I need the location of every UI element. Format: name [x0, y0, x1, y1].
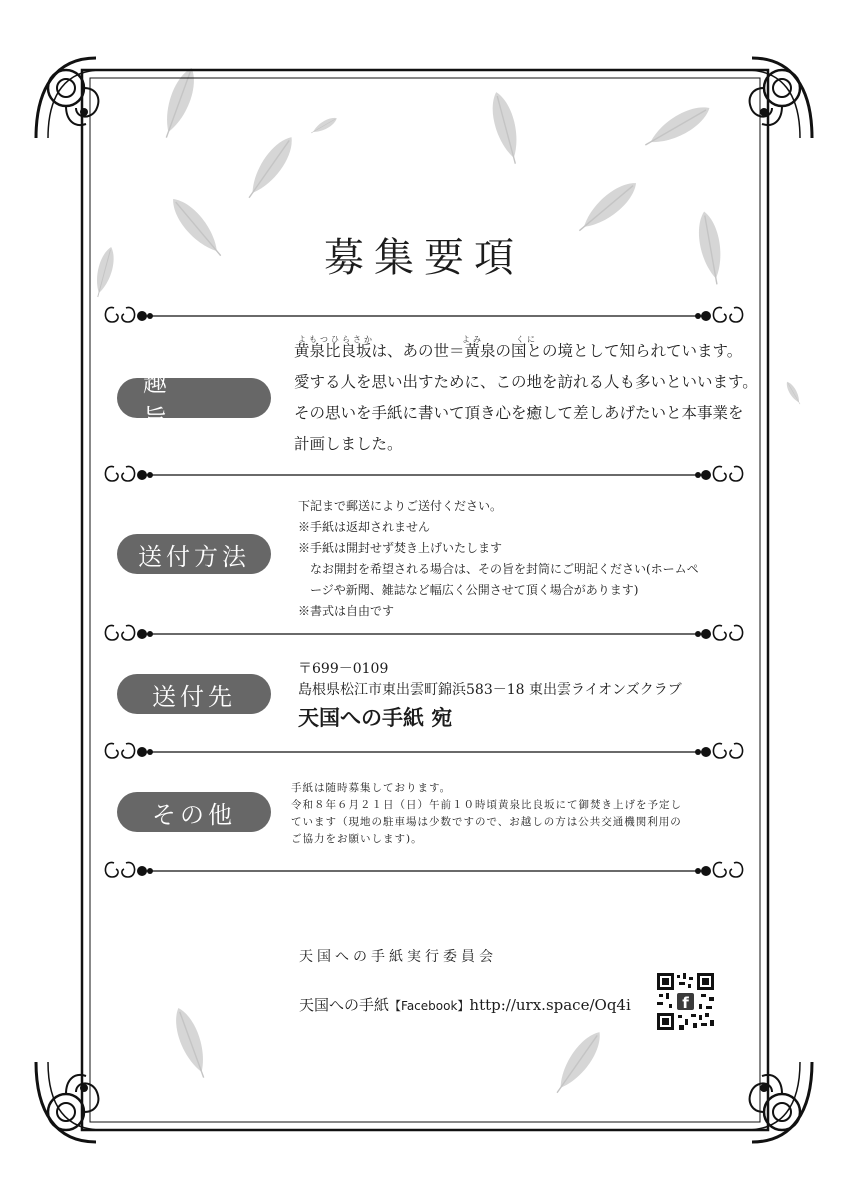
ruby-yomi: よみ	[462, 335, 484, 344]
feather-decoration-10	[784, 380, 803, 406]
separator-2	[105, 466, 742, 481]
purpose-line: 計画しました。	[294, 435, 403, 453]
recipient: 天国への手紙 宛	[298, 705, 453, 730]
ruby-yomotsuhirasaka: よもつひらさか	[298, 335, 375, 344]
address-block	[298, 659, 682, 733]
postal-code: 〒699－0109	[298, 661, 389, 677]
method-line: ージや新聞、雑誌など幅広く公開させて頂く場合があります)	[298, 583, 639, 597]
feather-decoration-7	[640, 100, 714, 154]
facebook-tag: 【Facebook】	[389, 999, 470, 1013]
feather-decoration-5	[487, 90, 525, 167]
other-line: 手紙は随時募集しております。	[291, 782, 452, 794]
separator-1	[105, 307, 742, 322]
section-label-other: その他	[117, 792, 271, 832]
purpose-line: 黄泉比良坂は、あの世＝黄泉の国との境として知られています。	[294, 342, 743, 360]
organizer-name: 天国への手紙実行委員会	[299, 949, 497, 965]
qr-code-icon[interactable]	[657, 973, 714, 1030]
method-text	[298, 496, 758, 622]
other-line: ています（現地の駐車場は少数ですので、お越しの方は公共交通機関利用の	[291, 816, 682, 828]
section-label-purpose: 趣 旨	[117, 378, 271, 418]
purpose-line: 愛する人を思い出すために、この地を訪れる人も多いといいます。	[294, 373, 758, 391]
street-address: 島根県松江市東出雲町錦浜583－18 東出雲ライオンズクラブ	[298, 682, 682, 698]
other-line: ご協力をお願いします)。	[291, 833, 423, 845]
facebook-prefix: 天国への手紙	[299, 996, 390, 1014]
other-line: 令和８年６月２１日（日）午前１０時頃黄泉比良坂にて御焚き上げを予定し	[291, 799, 682, 811]
facebook-url[interactable]: http://urx.space/Oq4i	[469, 996, 631, 1014]
feather-decoration-12	[549, 1027, 607, 1099]
method-line: ※手紙は開封せず焚き上げいたします	[298, 541, 503, 555]
section-label-address: 送付先	[117, 674, 271, 714]
ruby-kuni: くに	[516, 335, 538, 344]
svg-text:f: f	[682, 994, 689, 1012]
feather-decoration-2	[241, 132, 299, 204]
separator-3	[105, 625, 742, 640]
page-title: 募集要項	[324, 235, 524, 281]
feather-decoration-11	[169, 1005, 213, 1081]
method-line: 下記まで郵送によりご送付ください。	[298, 499, 503, 513]
facebook-line	[299, 994, 631, 1015]
section-label-method: 送付方法	[117, 534, 271, 574]
purpose-text	[294, 336, 764, 460]
feather-decoration-1	[157, 65, 201, 141]
method-line: ※書式は自由です	[298, 604, 395, 618]
separator-5	[105, 862, 742, 877]
method-line: なお開封を希望される場合は、その旨を封筒にご明記ください(ホームペ	[298, 562, 699, 576]
separator-4	[105, 743, 742, 758]
purpose-line: その思いを手紙に書いて頂き心を癒して差しあげたいと本事業を	[294, 404, 744, 422]
feather-decoration-6	[309, 115, 339, 137]
method-line: ※手紙は返却されません	[298, 520, 431, 534]
other-text	[291, 780, 761, 848]
